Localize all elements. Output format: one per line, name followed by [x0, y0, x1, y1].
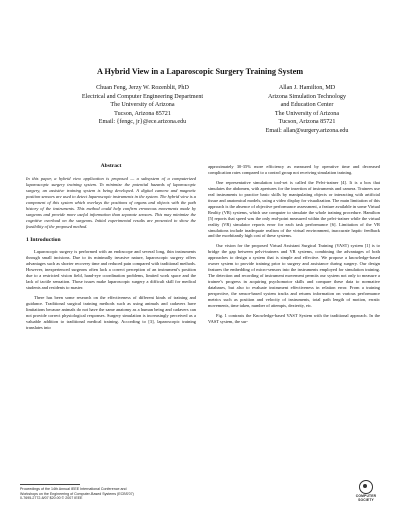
- intro-heading: 1 Introduction: [26, 236, 61, 243]
- author-line: Chuan Feng, Jerzy W. Rozenblit, PhD: [96, 85, 189, 91]
- intro-paragraph: Laparoscopic surgery is performed with an endoscope and several long, thin instruments through small incisions. Due to its minimally invasive nature, laparoscopic surgery offers advantages such as shorter recovery time and reduced pain compared with traditional methods. However, inexperienced surgeons often lack a correct perception of an instrument’s position due to a restricted vision field, hand-eye coordination problems, limited work space and the lack of tactile sensation. Those issues make laparoscopic surgery a difficult skill for medical students and residents to master.: [26, 249, 196, 291]
- footer-line: Proceedings of the 14th Annual IEEE International Conference and: [20, 487, 127, 491]
- logo-text-line: SOCIETY: [358, 497, 374, 502]
- intro-paragraph: There has been some research on the effectiveness of different kinds of training and guidance. Traditional surgical training methods such as using animals and cadavers have limitations because animals do not have the same anatomy as a human being and cadavers can not provide correct physiological responses. Surgery simulation is increasingly perceived as a valuable addition to traditional medical training. According to [3], laparoscopic training translates into: [26, 295, 196, 330]
- footer-line: Workshops on the Engineering of Computer-Based Systems (ECBS'07): [20, 491, 134, 496]
- logo-text-line: COMPUTER: [355, 494, 377, 498]
- right-column: [208, 164, 380, 329]
- proceedings-footer: [20, 487, 320, 501]
- author-email: Email: allan@surgery.arizona.edu: [265, 127, 349, 134]
- author-email: Email: {fengc, jr}@ece.arizona.edu: [98, 119, 187, 126]
- body-paragraph: Our vision for the proposed Virtual Assistant Surgical Training (VAST) system [1] is to bridge the gap between pelvi-trainers and VR systems, combining the advantages of both approaches to design a system that is simple and effective. We propose a knowledge-based owner system to provide training prior to surgery and assistance during surgery. Our design features the embedding of micro-sensors into the instruments employed for simulation training. The detection and recording of instrument movement permits our system not only to measure a trainee’s progress in acquiring psychomotor skills and compare these data to normative databases, but also to evaluate instrument effectiveness in relation error. From a training perspective, the sensor-based system tracks and returns information on various performance metrics such as position and velocity of instruments, total path length of motion, erratic movements, time taken, number of attempts, dexterity, etc.: [208, 243, 380, 308]
- paper-title: A Hybrid View in a Laparoscopic Surgery Training System: [96, 67, 304, 76]
- abstract-heading: Abstract: [100, 163, 122, 169]
- computer-society-logo: [350, 480, 382, 510]
- footer-line: 0-7695-2772-8/07 $20.00 © 2007 IEEE: [20, 496, 83, 501]
- authors-left: [40, 84, 245, 127]
- author-line: Tucson, Arizona 85721: [114, 110, 171, 117]
- author-line: Electrical and Computer Engineering Department: [81, 93, 204, 100]
- author-line: Arizona Simulation Technology: [268, 93, 346, 100]
- abstract-text: In this paper, a hybrid view application is proposed — a subsystem of a computerized laparoscopic surgery training system. To minimize the potential hazards of laparoscopic surgery, an assistive training system is being developed. A digital camera and magnetic position sensors are used to detect laparoscopic instruments in the system. The hybrid view is a component of this system which overlays the positions of organs and objects with the path history of the instruments. This method could help confirm erroneous movements made by surgeons and provide more useful information than separate sensors. This may minimize the cognitive overload on the surgeons. Initial experimental results are presented to show the feasibility of the proposed method.: [26, 175, 196, 229]
- society-emblem-icon: [359, 480, 373, 494]
- footer-divider: [20, 484, 80, 485]
- authors-right: [222, 84, 392, 136]
- author-line: and Education Center: [280, 102, 334, 109]
- body-paragraph: Fig. 1 contrasts the Knowledge-based VAST System with the traditional approach. In the VAST system, the sur-: [208, 312, 380, 324]
- author-line: Tucson, Arizona 85721: [278, 119, 336, 126]
- author-line: The University of Arizona: [110, 102, 175, 109]
- body-paragraph: approximately 30-35% more efficiency as measured by operative time and decreased complication rates compared to a control group not receiving simulation training.: [208, 164, 380, 175]
- author-line: Allan J. Hamilton, MD: [278, 85, 336, 91]
- author-line: The University of Arizona: [274, 110, 340, 117]
- left-column: [26, 164, 196, 335]
- body-paragraph: One representative simulation tool-set is called the Pelvi-trainer [4]. It is a box that simulates the abdomen, with apertures for the insertion of instruments and camera. Trainees use real instruments to practice basic skills by manipulating objects or interacting with artificial tissue and anatomical models, using a video display for visualization. The main limitation of this approach is the absence of objective performance assessment, a feature available in some Virtual Reality (VR) systems, which use computer to simulate the whole training procedure. Hamilton [5] reports that speed was the only end-point measured within the pelvi-trainer while the virtual reality (VR) simulator reports error for each task performance [6]. Limitation of the VR simulations include inadequate realism of the virtual environment, inaccurate haptic feedback and the exorbitantly high cost of these systems.: [208, 179, 380, 239]
